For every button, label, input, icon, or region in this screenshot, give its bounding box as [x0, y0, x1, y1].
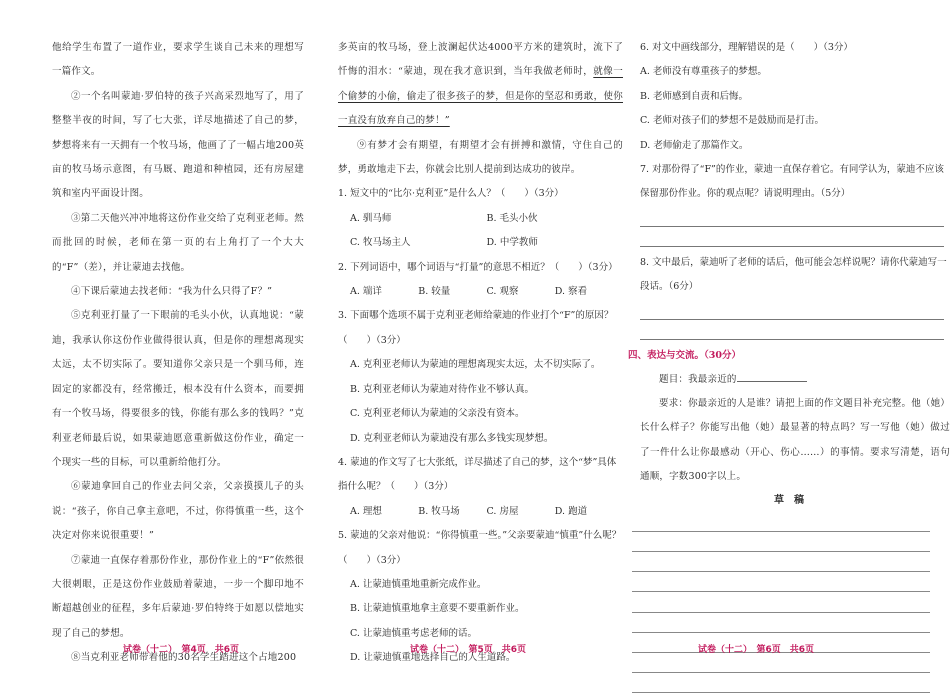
page-4-text [52, 36, 304, 671]
q1-option-d[interactable]: D. 中学教师 [486, 237, 538, 249]
q1-option-a[interactable]: A. 驯马师 [350, 212, 392, 224]
q1-option-b[interactable]: B. 毛头小伙 [486, 212, 538, 224]
q4-option-a[interactable]: A. 理想 [350, 505, 382, 517]
answer-line[interactable] [640, 300, 944, 320]
page-6-text [628, 36, 950, 693]
q3-option-a[interactable]: A. 克利亚老师认为蒙迪的理想离现实太远，太不切实际了。 [350, 359, 601, 371]
draft-title: 草 稿 [774, 494, 804, 506]
q3-option-c[interactable]: C. 克利亚老师认为蒙迪的父亲没有资本。 [350, 408, 525, 420]
q2-option-b[interactable]: B. 较量 [418, 286, 451, 298]
q4-option-c[interactable]: C. 房屋 [486, 505, 519, 517]
paragraph: ⑤克利亚打量了一下眼前的毛头小伙，认真地说：“蒙迪，我承认你这份作业做得很认真，但是你的理想离现实太远，太不切实际了。要知道你父亲只是一个驯马师，连固定的家都没有，经常搬迁，根本没有什么资本，而要拥有一个牧马场，得要很多的钱，你能有那么多的钱吗？”克利亚老师最后说，如果蒙迪愿意重新做这份作业，确定一个现实一些的目标，可以重新给他打分。 [52, 310, 304, 468]
paragraph: ④下课后蒙迪去找老师：“我为什么只得了F？” [71, 286, 273, 298]
question-2: 2. 下列词语中，哪个词语与“打量”的意思不相近？（ ）（3分） [338, 261, 618, 273]
question-3: 3. 下面哪个选项不属于克利亚老师给蒙迪的作业打个“F”的原因？（ ）（3分） [338, 310, 614, 346]
question-7: 7. 对那份得了“F”的作业，蒙迪一直保存着它。有同学认为，蒙迪不应该保留那份作业。你的观点呢？请说明理由。（5分） [640, 164, 944, 200]
question-list [338, 182, 623, 670]
q4-option-d[interactable]: D. 跑道 [554, 505, 588, 517]
q1-option-c[interactable]: C. 牧马场主人 [350, 237, 411, 249]
question-1: 1. 短文中的“比尔·克利亚”是什么人？（ ）（3分） [338, 188, 564, 200]
page-4 [0, 0, 310, 672]
q6-option-c[interactable]: C. 老师对孩子们的梦想不是鼓励而是打击。 [640, 115, 824, 127]
q6-option-d[interactable]: D. 老师偷走了那篇作文。 [640, 139, 749, 151]
q5-option-b[interactable]: B. 让蒙迪慎重地拿主意要不要重新作业。 [350, 603, 525, 615]
essay-title: 题目：我最亲近的 [628, 368, 950, 392]
essay-requirements: 要求：你最亲近的人是谁？请把上面的作文题目补充完整。他（她）长什么样子？你能写出他（她）最显著的特点吗？写一写他（她）做过了一件什么让你最感动（开心、伤心……）的事情。要求写清楚，语句通顺，字数300字以上。 [640, 398, 950, 483]
page-5 [318, 0, 630, 672]
q3-option-b[interactable]: B. 克利亚老师认为蒙迪对待作业不够认真。 [350, 383, 535, 395]
q5-option-d[interactable]: D. 让蒙迪慎重地选择自己的人生道路。 [350, 652, 516, 664]
q5-option-c[interactable]: C. 让蒙迪慎重考虑老师的话。 [350, 627, 477, 639]
option-row [338, 280, 623, 304]
question-5: 5. 蒙迪的父亲对他说：“你得慎重一些。”父亲要蒙迪“慎重”什么呢？（ ）（3分） [338, 530, 622, 566]
q2-option-d[interactable]: D. 察看 [554, 286, 588, 298]
answer-line[interactable] [640, 227, 944, 247]
passage-continuation: 多英亩的牧马场，登上波澜起伏达4000平方米的建筑时，流下了忏悔的泪水：“蒙迪，现在我才意识到，当年我做老师时，就像一个偷梦的小偷，偷走了很多孩子的梦，但是你的坚忍和勇敢，使你一直没有放弃自己的梦！” [338, 42, 623, 127]
question-4: 4. 蒙迪的作文写了七大张纸，详尽描述了自己的梦，这个“梦”具体指什么呢？（ ）（3分） [338, 456, 617, 493]
paragraph: 他给学生布置了一道作业，要求学生谈自己未来的理想写一篇作文。 [52, 42, 304, 78]
answer-line[interactable] [640, 207, 944, 227]
paragraph: ③第二天他兴冲冲地将这份作业交给了克利亚老师。然而批回的时候，老师在第一页的右上角打了一个大大的“F”（差），并让蒙迪去找他。 [52, 212, 304, 273]
option-row [338, 500, 623, 524]
paragraph: ⑧当克利亚老师带着他的30名学生踏进这个占地200 [71, 652, 297, 664]
option-row [338, 207, 623, 256]
paragraph: ②一个名叫蒙迪·罗伯特的孩子兴高采烈地写了，用了整整半夜的时间，写了七大张，详尽地描述了自己的梦，梦想将来有一天拥有一个牧马场，他画了了一幅占地200英亩的牧马场示意图，有马厩、跑道和种植园，还有房屋建筑和室内平面设计图。 [52, 90, 304, 200]
page-6 [628, 0, 950, 672]
page-5-footer: 试卷（十二） 第5页 共6页 [410, 645, 527, 655]
paragraph: ⑥蒙迪拿回自己的作业去问父亲，父亲摸摸儿子的头说：“孩子，你自己拿主意吧，不过，你得慎重一些，这个决定对你来说很重要！” [52, 481, 304, 542]
underlined-sentence: 就像一个偷梦的小偷，偷走了很多孩子的梦，但是你的坚忍和勇敢，使你一直没有放弃自己的梦！” [338, 66, 623, 127]
title-blank[interactable] [737, 371, 807, 382]
question-8: 8. 文中最后，蒙迪听了老师的话后，他可能会怎样说呢？请你代蒙迪写一段话。（6分） [640, 256, 947, 293]
q5-option-a[interactable]: A. 让蒙迪慎重地重新完成作业。 [350, 578, 487, 590]
paragraph-9: ⑨有梦才会有期望，有期望才会有拼搏和激情，守住自己的梦，勇敢地走下去，你就会比别人提前到达成功的彼岸。 [338, 139, 623, 176]
q6-option-a[interactable]: A. 老师没有尊重孩子的梦想。 [640, 66, 767, 78]
page-4-footer: 试卷（十二） 第4页 共6页 [123, 645, 240, 655]
page-5-text [338, 36, 623, 671]
q2-option-c[interactable]: C. 观察 [486, 286, 519, 298]
answer-line[interactable] [640, 320, 944, 340]
section-title: 四、表达与交流。（30分） [628, 349, 741, 361]
q3-option-d[interactable]: D. 克利亚老师认为蒙迪没有那么多钱实现梦想。 [350, 432, 554, 444]
draft-area[interactable] [632, 512, 950, 693]
question-6: 6. 对文中画线部分，理解错误的是（ ）（3分） [640, 42, 853, 53]
paragraph: ⑦蒙迪一直保存着那份作业，那份作业上的“F”依然很大很刺眼，正是这份作业鼓励着蒙迪，一步一个脚印地不断超越创业的征程，多年后蒙迪·罗伯特终于如愿以偿地实现了自己的梦想。 [52, 554, 304, 639]
q2-option-a[interactable]: A. 端详 [350, 286, 382, 298]
q6-option-b[interactable]: B. 老师感到自责和后悔。 [640, 90, 749, 102]
q4-option-b[interactable]: B. 牧马场 [418, 505, 460, 517]
page-6-footer: 试卷（十二） 第6页 共6页 [698, 645, 815, 655]
